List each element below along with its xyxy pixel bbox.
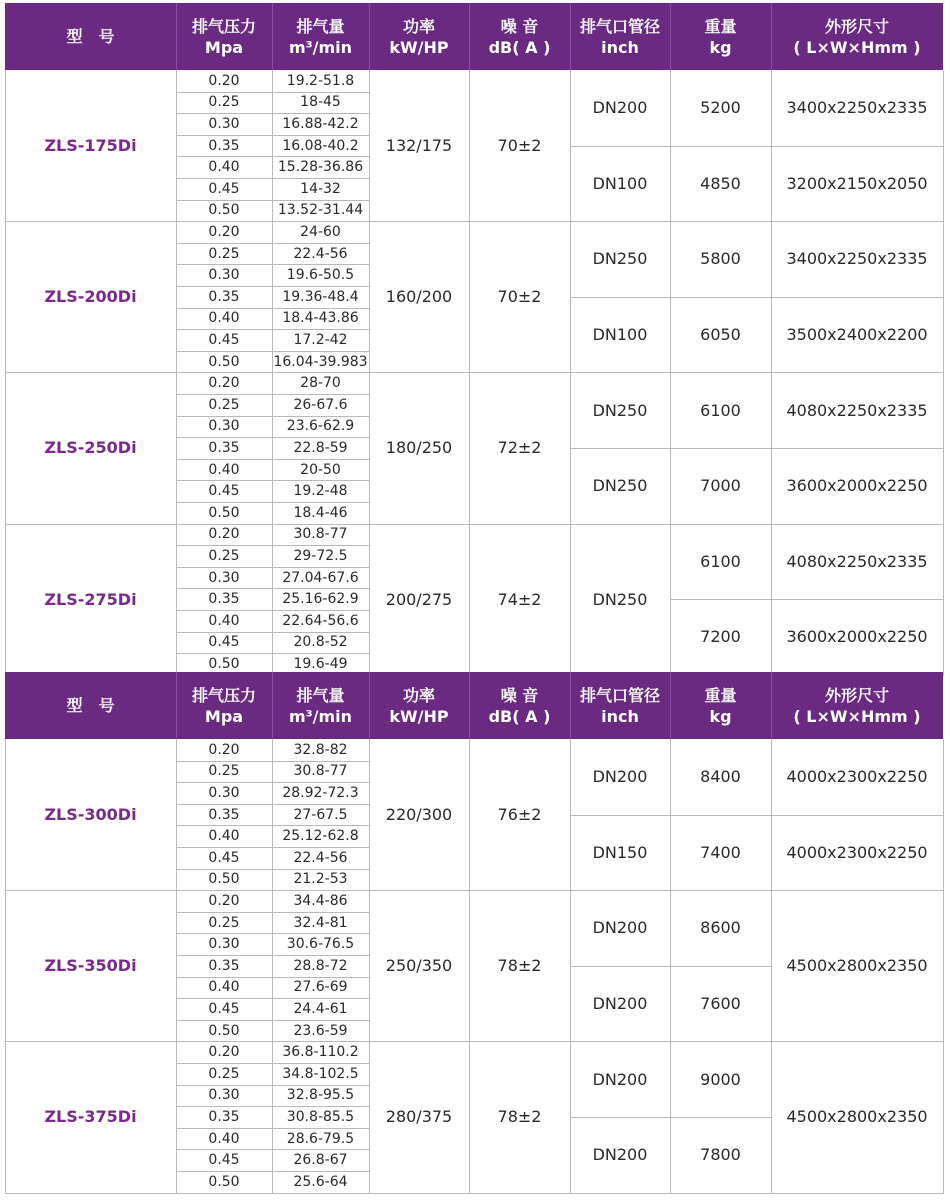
- pressure-value: 0.50: [208, 871, 240, 888]
- column-divider: [176, 70, 177, 675]
- row-divider: [176, 243, 370, 244]
- pressure-value: 0.25: [208, 94, 240, 111]
- header-weight: [670, 672, 771, 739]
- flow-value: 15.28-36.86: [277, 159, 364, 176]
- weight-value: 8400: [700, 767, 741, 787]
- pressure-value: 0.20: [208, 72, 240, 89]
- pressure-value: 0.25: [208, 396, 240, 413]
- model-name: ZLS-375Di: [44, 1107, 137, 1127]
- dimensions-value: 3400x2250x2335: [786, 98, 928, 118]
- outlet-value: DN200: [592, 918, 648, 938]
- pressure-value: 0.45: [208, 1152, 240, 1169]
- dimensions-value: 4000x2300x2250: [786, 767, 928, 787]
- header-noise: [469, 3, 570, 70]
- header-divider: [176, 3, 177, 70]
- column-divider: [570, 739, 571, 1193]
- header-power: [369, 672, 469, 739]
- header-divider: [771, 3, 772, 70]
- column-divider: [272, 739, 273, 1193]
- pressure-value: 0.50: [208, 1022, 240, 1039]
- row-divider: [176, 869, 370, 870]
- flow-value: 30.8-77: [293, 763, 348, 780]
- header-model-line: 型 号: [66, 27, 115, 46]
- header-model: [5, 672, 176, 739]
- flow-value: 22.4-56: [293, 849, 348, 866]
- pressure-value: 0.25: [208, 245, 240, 262]
- header-divider: [469, 3, 470, 70]
- header-model: [5, 3, 176, 70]
- row-divider: [176, 480, 370, 481]
- row-divider: [176, 782, 370, 783]
- pressure-value: 0.35: [208, 288, 240, 305]
- flow-value: 19.2-48: [293, 483, 348, 500]
- flow-value: 26.8-67: [293, 1152, 348, 1169]
- noise-value: 74±2: [497, 589, 542, 609]
- header-dimensions: [771, 3, 943, 70]
- row-divider: [176, 329, 370, 330]
- flow-value: 22.4-56: [293, 245, 348, 262]
- model-name: ZLS-275Di: [44, 589, 137, 609]
- flow-value: 25.12-62.8: [282, 828, 359, 845]
- header-dimensions-line: ( L×W×Hmm ): [793, 37, 921, 57]
- pressure-value: 0.45: [208, 483, 240, 500]
- pressure-value: 0.40: [208, 159, 240, 176]
- column-divider: [5, 739, 6, 1193]
- column-divider: [272, 70, 273, 675]
- weight-value: 7800: [700, 1145, 741, 1165]
- pressure-value: 0.35: [208, 1108, 240, 1125]
- header-divider: [670, 672, 671, 739]
- column-divider: [570, 70, 571, 675]
- row-divider: [176, 178, 370, 179]
- row-divider: [670, 297, 772, 298]
- flow-value: 28.6-79.5: [286, 1130, 355, 1147]
- pressure-value: 0.30: [208, 418, 240, 435]
- row-divider: [176, 394, 370, 395]
- pressure-value: 0.40: [208, 612, 240, 629]
- row-divider: [176, 1106, 370, 1107]
- outlet-value: DN200: [592, 1069, 648, 1089]
- flow-value: 32.8-82: [293, 741, 348, 758]
- header-divider: [469, 672, 470, 739]
- flow-value: 18.4-43.86: [282, 310, 359, 327]
- flow-value: 20.8-52: [293, 634, 348, 651]
- dimensions-value: 4080x2250x2335: [786, 400, 928, 420]
- header-outlet-line: 排气口管径: [579, 685, 660, 705]
- header-noise-line: dB( A ): [488, 706, 551, 726]
- row-divider: [176, 1020, 370, 1021]
- row-divider: [176, 610, 370, 611]
- pressure-value: 0.25: [208, 763, 240, 780]
- row-divider: [670, 146, 772, 147]
- weight-value: 5200: [700, 98, 741, 118]
- flow-value: 29-72.5: [293, 547, 348, 564]
- header-pressure: [176, 672, 272, 739]
- header-divider: [272, 3, 273, 70]
- flow-value: 20-50: [300, 461, 341, 478]
- header-flow-line: m³/min: [288, 706, 353, 726]
- header-dimensions-line: 外形尺寸: [824, 685, 889, 705]
- row-divider: [570, 146, 671, 147]
- header-divider: [176, 672, 177, 739]
- model-name: ZLS-200Di: [44, 287, 137, 307]
- row-divider: [570, 448, 671, 449]
- flow-value: 36.8-110.2: [282, 1044, 359, 1061]
- model-name: ZLS-300Di: [44, 805, 137, 825]
- model-name: ZLS-350Di: [44, 956, 137, 976]
- outlet-value: DN200: [592, 98, 648, 118]
- flow-value: 19.2-51.8: [286, 72, 355, 89]
- row-divider: [176, 545, 370, 546]
- column-divider: [369, 739, 370, 1193]
- row-divider: [176, 92, 370, 93]
- weight-value: 7400: [700, 842, 741, 862]
- header-weight-line: 重量: [704, 685, 737, 705]
- flow-value: 16.08-40.2: [282, 137, 359, 154]
- row-divider: [176, 1128, 370, 1129]
- pressure-value: 0.50: [208, 202, 240, 219]
- header-divider: [670, 3, 671, 70]
- flow-value: 13.52-31.44: [277, 202, 364, 219]
- power-value: 220/300: [385, 805, 453, 825]
- weight-value: 5800: [700, 249, 741, 269]
- pressure-value: 0.50: [208, 353, 240, 370]
- row-divider: [176, 135, 370, 136]
- header-divider: [272, 672, 273, 739]
- noise-value: 70±2: [497, 136, 542, 156]
- header-outlet-line: inch: [601, 706, 639, 726]
- weight-value: 9000: [700, 1069, 741, 1089]
- pressure-value: 0.35: [208, 591, 240, 608]
- row-divider: [176, 437, 370, 438]
- power-value: 250/350: [385, 956, 453, 976]
- row-divider: [670, 599, 772, 600]
- row-divider: [176, 567, 370, 568]
- pressure-value: 0.20: [208, 223, 240, 240]
- pressure-value: 0.25: [208, 1065, 240, 1082]
- dimensions-value: 3500x2400x2200: [786, 325, 928, 345]
- dimensions-value: 4500x2800x2350: [786, 956, 928, 976]
- column-divider: [771, 70, 772, 675]
- outlet-value: DN100: [592, 325, 648, 345]
- model-name: ZLS-175Di: [44, 136, 137, 156]
- weight-value: 6100: [700, 551, 741, 571]
- column-divider: [943, 739, 944, 1193]
- pressure-value: 0.50: [208, 504, 240, 521]
- pressure-value: 0.45: [208, 1000, 240, 1017]
- flow-value: 23.6-62.9: [286, 418, 355, 435]
- column-divider: [670, 70, 671, 675]
- dimensions-value: 3400x2250x2335: [786, 249, 928, 269]
- flow-value: 24.4-61: [293, 1000, 348, 1017]
- dimensions-value: 3600x2000x2250: [786, 476, 928, 496]
- weight-value: 6050: [700, 325, 741, 345]
- flow-value: 22.64-56.6: [282, 612, 359, 629]
- header-flow: [272, 3, 369, 70]
- pressure-value: 0.35: [208, 806, 240, 823]
- flow-value: 28.92-72.3: [282, 784, 359, 801]
- pressure-value: 0.40: [208, 979, 240, 996]
- flow-value: 34.8-102.5: [282, 1065, 359, 1082]
- flow-value: 18-45: [300, 94, 341, 111]
- flow-value: 17.2-42: [293, 331, 348, 348]
- row-divider: [176, 1149, 370, 1150]
- header-power-line: 功率: [402, 685, 435, 705]
- pressure-value: 0.40: [208, 310, 240, 327]
- pressure-value: 0.35: [208, 957, 240, 974]
- row-divider: [176, 933, 370, 934]
- row-divider: [670, 448, 772, 449]
- outlet-value: DN200: [592, 1145, 648, 1165]
- row-divider: [176, 113, 370, 114]
- row-divider: [176, 459, 370, 460]
- header-divider: [369, 3, 370, 70]
- column-divider: [670, 739, 671, 1193]
- pressure-value: 0.20: [208, 892, 240, 909]
- row-divider: [570, 815, 671, 816]
- row-divider: [176, 264, 370, 265]
- header-power: [369, 3, 469, 70]
- flow-value: 30.6-76.5: [286, 936, 355, 953]
- pressure-value: 0.50: [208, 655, 240, 672]
- weight-value: 7000: [700, 476, 741, 496]
- column-divider: [469, 70, 470, 675]
- row-divider: [570, 1117, 671, 1118]
- flow-value: 18.4-46: [293, 504, 348, 521]
- flow-value: 22.8-59: [293, 439, 348, 456]
- header-divider: [570, 672, 571, 739]
- dimensions-value: 4080x2250x2335: [786, 551, 928, 571]
- flow-value: 26-67.6: [293, 396, 348, 413]
- outlet-value: DN100: [592, 173, 648, 193]
- weight-value: 7200: [700, 627, 741, 647]
- row-divider: [176, 977, 370, 978]
- row-divider: [570, 297, 671, 298]
- header-power-line: kW/HP: [389, 706, 449, 726]
- flow-value: 30.8-77: [293, 526, 348, 543]
- row-divider: [771, 599, 944, 600]
- flow-value: 27.04-67.6: [282, 569, 359, 586]
- pressure-value: 0.40: [208, 461, 240, 478]
- row-divider: [176, 286, 370, 287]
- dimensions-value: 4500x2800x2350: [786, 1107, 928, 1127]
- row-divider: [176, 825, 370, 826]
- flow-value: 16.88-42.2: [282, 115, 359, 132]
- pressure-value: 0.45: [208, 634, 240, 651]
- pressure-value: 0.20: [208, 1044, 240, 1061]
- outlet-value: DN250: [592, 476, 648, 496]
- weight-value: 6100: [700, 400, 741, 420]
- pressure-value: 0.30: [208, 115, 240, 132]
- row-divider: [176, 804, 370, 805]
- pressure-value: 0.30: [208, 784, 240, 801]
- dimensions-value: 4000x2300x2250: [786, 842, 928, 862]
- row-divider: [176, 1171, 370, 1172]
- flow-value: 32.8-95.5: [286, 1087, 355, 1104]
- pressure-value: 0.45: [208, 849, 240, 866]
- flow-value: 27.6-69: [293, 979, 348, 996]
- flow-value: 34.4-86: [293, 892, 348, 909]
- pressure-value: 0.25: [208, 914, 240, 931]
- noise-value: 78±2: [497, 956, 542, 976]
- header-weight-line: 重量: [704, 16, 737, 36]
- row-divider: [176, 847, 370, 848]
- header-flow-line: m³/min: [288, 37, 353, 57]
- header-outlet-line: 排气口管径: [579, 16, 660, 36]
- row-divider: [176, 1085, 370, 1086]
- pressure-value: 0.25: [208, 547, 240, 564]
- header-outlet: [570, 672, 670, 739]
- flow-value: 21.2-53: [293, 871, 348, 888]
- header-pressure: [176, 3, 272, 70]
- header-outlet-line: inch: [601, 37, 639, 57]
- flow-value: 25.6-64: [293, 1173, 348, 1190]
- power-value: 200/275: [385, 589, 453, 609]
- outlet-value: DN200: [592, 994, 648, 1014]
- row-divider: [771, 146, 944, 147]
- header-power-line: kW/HP: [389, 37, 449, 57]
- pressure-value: 0.35: [208, 137, 240, 154]
- power-value: 180/250: [385, 438, 453, 458]
- pressure-value: 0.30: [208, 569, 240, 586]
- header-pressure-line: Mpa: [204, 706, 244, 726]
- pressure-value: 0.40: [208, 1130, 240, 1147]
- header-noise-line: dB( A ): [488, 37, 551, 57]
- row-divider: [176, 200, 370, 201]
- outlet-value: DN250: [592, 589, 648, 609]
- outlet-value: DN200: [592, 767, 648, 787]
- dimensions-value: 3200x2150x2050: [786, 173, 928, 193]
- pressure-value: 0.20: [208, 375, 240, 392]
- header-flow: [272, 672, 369, 739]
- flow-value: 19.36-48.4: [282, 288, 359, 305]
- pressure-value: 0.45: [208, 331, 240, 348]
- flow-value: 28.8-72: [293, 957, 348, 974]
- pressure-value: 0.45: [208, 180, 240, 197]
- header-dimensions-line: 外形尺寸: [824, 16, 889, 36]
- row-divider: [570, 966, 671, 967]
- noise-value: 72±2: [497, 438, 542, 458]
- header-power-line: 功率: [402, 16, 435, 36]
- header-flow-line: 排气量: [296, 685, 345, 705]
- noise-value: 78±2: [497, 1107, 542, 1127]
- flow-value: 27-67.5: [293, 806, 348, 823]
- row-divider: [771, 815, 944, 816]
- row-divider: [176, 416, 370, 417]
- weight-value: 4850: [700, 173, 741, 193]
- header-weight: [670, 3, 771, 70]
- header-divider: [570, 3, 571, 70]
- pressure-value: 0.30: [208, 1087, 240, 1104]
- header-divider: [771, 672, 772, 739]
- noise-value: 70±2: [497, 287, 542, 307]
- flow-value: 19.6-50.5: [286, 267, 355, 284]
- header-dimensions-line: ( L×W×Hmm ): [793, 706, 921, 726]
- pressure-value: 0.50: [208, 1173, 240, 1190]
- row-divider: [771, 297, 944, 298]
- row-divider: [176, 351, 370, 352]
- row-divider: [176, 761, 370, 762]
- pressure-value: 0.40: [208, 828, 240, 845]
- header-weight-line: kg: [709, 706, 732, 726]
- row-divider: [670, 1117, 772, 1118]
- pressure-value: 0.20: [208, 526, 240, 543]
- row-divider: [176, 632, 370, 633]
- flow-value: 19.6-49: [293, 655, 348, 672]
- row-divider: [176, 502, 370, 503]
- weight-value: 8600: [700, 918, 741, 938]
- row-divider: [176, 998, 370, 999]
- pressure-value: 0.30: [208, 267, 240, 284]
- noise-value: 76±2: [497, 805, 542, 825]
- flow-value: 30.8-85.5: [286, 1108, 355, 1125]
- column-divider: [176, 739, 177, 1193]
- header-noise: [469, 672, 570, 739]
- row-divider: [176, 308, 370, 309]
- flow-value: 16.04-39.983: [273, 353, 368, 370]
- outlet-value: DN250: [592, 249, 648, 269]
- weight-value: 7600: [700, 994, 741, 1014]
- header-flow-line: 排气量: [296, 16, 345, 36]
- row-divider: [176, 653, 370, 654]
- pressure-value: 0.35: [208, 439, 240, 456]
- row-divider: [176, 955, 370, 956]
- row-divider: [176, 588, 370, 589]
- model-name: ZLS-250Di: [44, 438, 137, 458]
- row-divider: [176, 1063, 370, 1064]
- pressure-value: 0.30: [208, 936, 240, 953]
- column-divider: [469, 739, 470, 1193]
- row-divider: [176, 912, 370, 913]
- power-value: 160/200: [385, 287, 453, 307]
- header-weight-line: kg: [709, 37, 732, 57]
- header-model-line: 型 号: [66, 696, 115, 715]
- column-divider: [369, 70, 370, 675]
- row-divider: [771, 448, 944, 449]
- header-dimensions: [771, 672, 943, 739]
- header-noise-line: 噪 音: [500, 685, 539, 705]
- header-divider: [369, 672, 370, 739]
- header-pressure-line: 排气压力: [191, 685, 256, 705]
- column-divider: [943, 70, 944, 675]
- flow-value: 24-60: [300, 223, 341, 240]
- power-value: 132/175: [385, 136, 453, 156]
- header-pressure-line: Mpa: [204, 37, 244, 57]
- dimensions-value: 3600x2000x2250: [786, 627, 928, 647]
- flow-value: 23.6-59: [293, 1022, 348, 1039]
- header-outlet: [570, 3, 670, 70]
- outlet-value: DN250: [592, 400, 648, 420]
- outlet-value: DN150: [592, 842, 648, 862]
- header-noise-line: 噪 音: [500, 16, 539, 36]
- header-pressure-line: 排气压力: [191, 16, 256, 36]
- flow-value: 32.4-81: [293, 914, 348, 931]
- column-divider: [771, 739, 772, 1193]
- row-divider: [670, 966, 772, 967]
- power-value: 280/375: [385, 1107, 453, 1127]
- pressure-value: 0.20: [208, 741, 240, 758]
- flow-value: 28-70: [300, 375, 341, 392]
- row-divider: [5, 1193, 944, 1194]
- row-divider: [670, 815, 772, 816]
- column-divider: [5, 70, 6, 675]
- row-divider: [176, 156, 370, 157]
- flow-value: 14-32: [300, 180, 341, 197]
- flow-value: 25.16-62.9: [282, 591, 359, 608]
